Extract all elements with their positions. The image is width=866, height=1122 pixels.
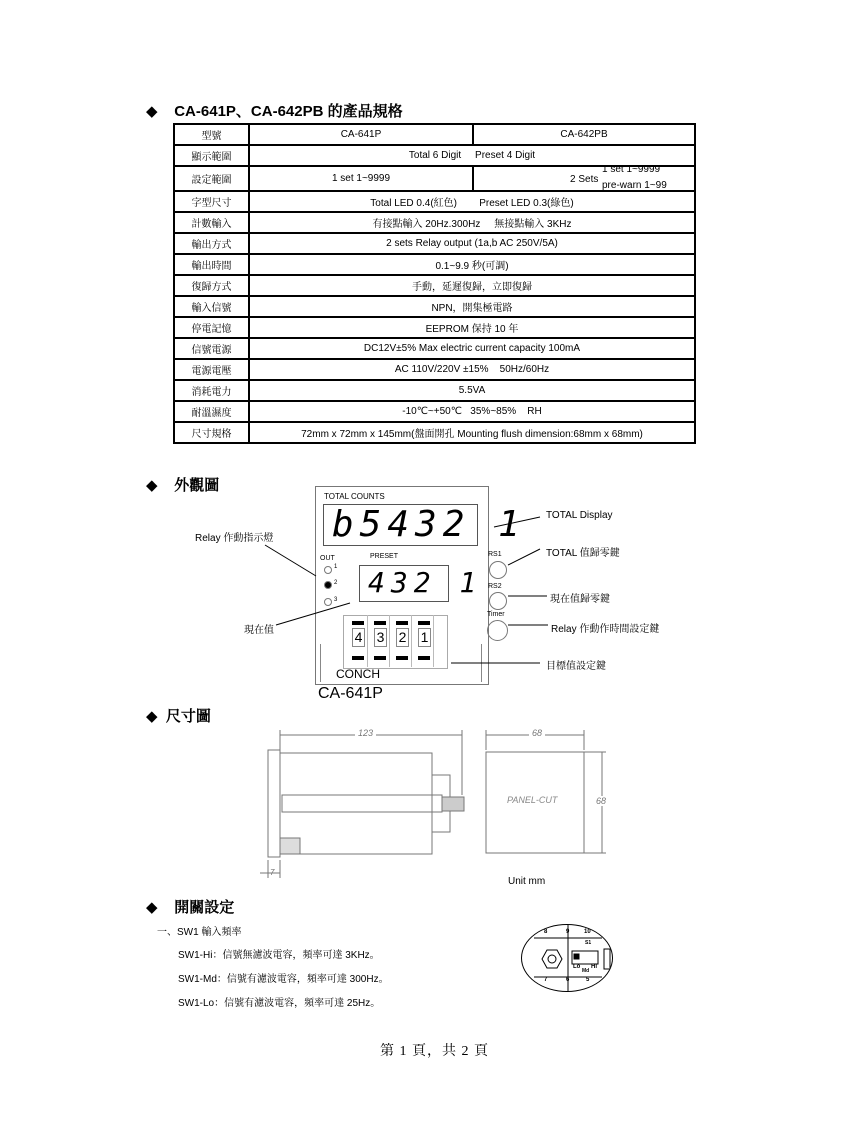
section-title-appearance: ◆ 外觀圖	[146, 477, 220, 494]
width-dimension: 68	[529, 728, 545, 738]
out-label: OUT	[320, 555, 335, 562]
row-label: 計數輸入	[174, 212, 249, 233]
row-label: 耐溫濕度	[174, 401, 249, 422]
row-label: 復歸方式	[174, 275, 249, 296]
brand-label: CONCH	[336, 667, 380, 681]
header-cell: CA-641P	[249, 124, 473, 145]
page-footer: 第 1 頁，共 2 頁	[380, 1044, 489, 1059]
callout-total-reset: TOTAL 值歸零鍵	[546, 548, 620, 559]
out-led-label: 2	[334, 580, 338, 586]
timer-label: Timer	[487, 611, 505, 618]
thumbwheel-digit[interactable]: 4	[352, 628, 365, 647]
row-label: 輸入信號	[174, 296, 249, 317]
row-label: 輸出時間	[174, 254, 249, 275]
callout-target-setting: 目標值設定鍵	[546, 661, 606, 672]
row-value: NPN，開集極電路	[249, 296, 695, 317]
terminal-label: 10	[584, 929, 591, 935]
preset-label: PRESET	[370, 553, 399, 560]
dimensions-title: 尺寸圖	[165, 708, 211, 725]
row-value: AC 110V/220V ±15% 50Hz/60Hz	[249, 359, 695, 380]
out-led-label: 3	[334, 597, 338, 603]
row-value: 有接點輸入 20Hz.300Hz 無接點輸入 3KHz	[249, 212, 695, 233]
terminal-label: 5	[586, 977, 590, 983]
callout-current-value: 現在值	[244, 625, 274, 636]
callout-relay-indicator: Relay 作動指示燈	[195, 533, 274, 544]
thumbwheel-digit[interactable]: 3	[374, 628, 387, 647]
md-label: Md	[582, 968, 590, 974]
terminal-label: 6	[566, 977, 570, 983]
section-title-switch: ◆ 開關設定	[146, 899, 235, 916]
terminal-label: 8	[544, 929, 548, 935]
height-dimension: 68	[596, 796, 607, 806]
row-value: Total LED 0.4(紅色) Preset LED 0.3(綠色)	[249, 191, 695, 212]
terminal-label: 7	[544, 977, 548, 983]
callout-current-reset: 現在值歸零鍵	[550, 594, 610, 605]
switch-line-md: SW1-Md：信號有濾波電容，頻率可達 300Hz。	[178, 974, 389, 985]
callout-relay-timer: Relay 作動作時間設定鍵	[551, 624, 660, 635]
sets-label: 2 Sets	[570, 174, 599, 185]
switch-item: 一、SW1 輸入頻率	[157, 927, 242, 938]
row-label: 尺寸規格	[174, 422, 249, 443]
thumbwheel-digit[interactable]: 2	[396, 628, 409, 647]
model-label: CA-641P	[318, 685, 383, 702]
row-label: 字型尺寸	[174, 191, 249, 212]
appearance-title: 外觀圖	[174, 477, 220, 494]
callout-total-display: TOTAL Display	[546, 510, 613, 521]
lo-label: Lo	[573, 964, 581, 970]
rs1-label: RS1	[488, 551, 502, 558]
row-label: 輸出方式	[174, 233, 249, 254]
row-value: 1 set 1~9999	[249, 166, 473, 191]
length-dimension: 123	[355, 728, 376, 738]
total-display-value: b5432 1	[332, 504, 526, 545]
dimension-drawing	[260, 710, 620, 890]
switch-line-lo: SW1-Lo：信號有濾波電容，頻率可達 25Hz。	[178, 998, 381, 1009]
out-led-label: 1	[334, 564, 338, 570]
row-value: 手動，延遲復歸，立即復歸	[249, 275, 695, 296]
switch-title: 開關設定	[174, 899, 235, 916]
sw1-terminal-diagram	[521, 924, 613, 992]
row-value: 5.5VA	[249, 380, 695, 401]
row-value: Total 6 Digit Preset 4 Digit	[249, 145, 695, 166]
preset-display-value: 432 1	[368, 566, 483, 599]
header-cell: 型號	[174, 124, 249, 145]
row-label: 消耗電力	[174, 380, 249, 401]
front-dimension: 7	[270, 868, 275, 877]
hi-label: Hi	[591, 964, 597, 970]
row-value: EEPROM 保持 10 年	[249, 317, 695, 338]
section-title-dimensions: ◆ 尺寸圖	[146, 708, 211, 725]
row-label: 停電記憶	[174, 317, 249, 338]
row-value: 0.1~9.9 秒(可調)	[249, 254, 695, 275]
total-counts-label: TOTAL COUNTS	[324, 492, 385, 501]
row-label: 顯示範圍	[174, 145, 249, 166]
section-title-spec: ◆ CA-641P、CA-642PB 的產品規格	[146, 103, 403, 120]
row-value: -10℃~+50℃ 35%~85% RH	[249, 401, 695, 422]
panel-cut-label: PANEL-CUT	[507, 795, 558, 805]
row-value: DC12V±5% Max electric current capacity 100mA	[249, 338, 695, 359]
unit-label: Unit mm	[508, 876, 546, 887]
row-value: 2 sets Relay output (1a,b AC 250V/5A)	[249, 233, 695, 254]
row-label: 設定範圍	[174, 166, 249, 191]
switch-line-hi: SW1-Hi：信號無濾波電容，頻率可達 3KHz。	[178, 950, 380, 961]
header-cell: CA-642PB	[473, 124, 695, 145]
prewarn-range: pre-warn 1~99	[602, 180, 667, 191]
row-label: 信號電源	[174, 338, 249, 359]
row-label: 電源電壓	[174, 359, 249, 380]
row-value: 72mm x 72mm x 145mm(盤面開孔 Mounting flush dimension:68mm x 68mm)	[249, 422, 695, 443]
thumbwheel-digit[interactable]: 1	[418, 628, 431, 647]
terminal-label: 9	[566, 929, 570, 935]
s1-label: S1	[585, 940, 592, 946]
set-range: 1 set 1~9999	[602, 164, 661, 175]
spec-title: CA-641P、CA-642PB 的產品規格	[174, 103, 403, 120]
rs2-label: RS2	[488, 583, 502, 590]
